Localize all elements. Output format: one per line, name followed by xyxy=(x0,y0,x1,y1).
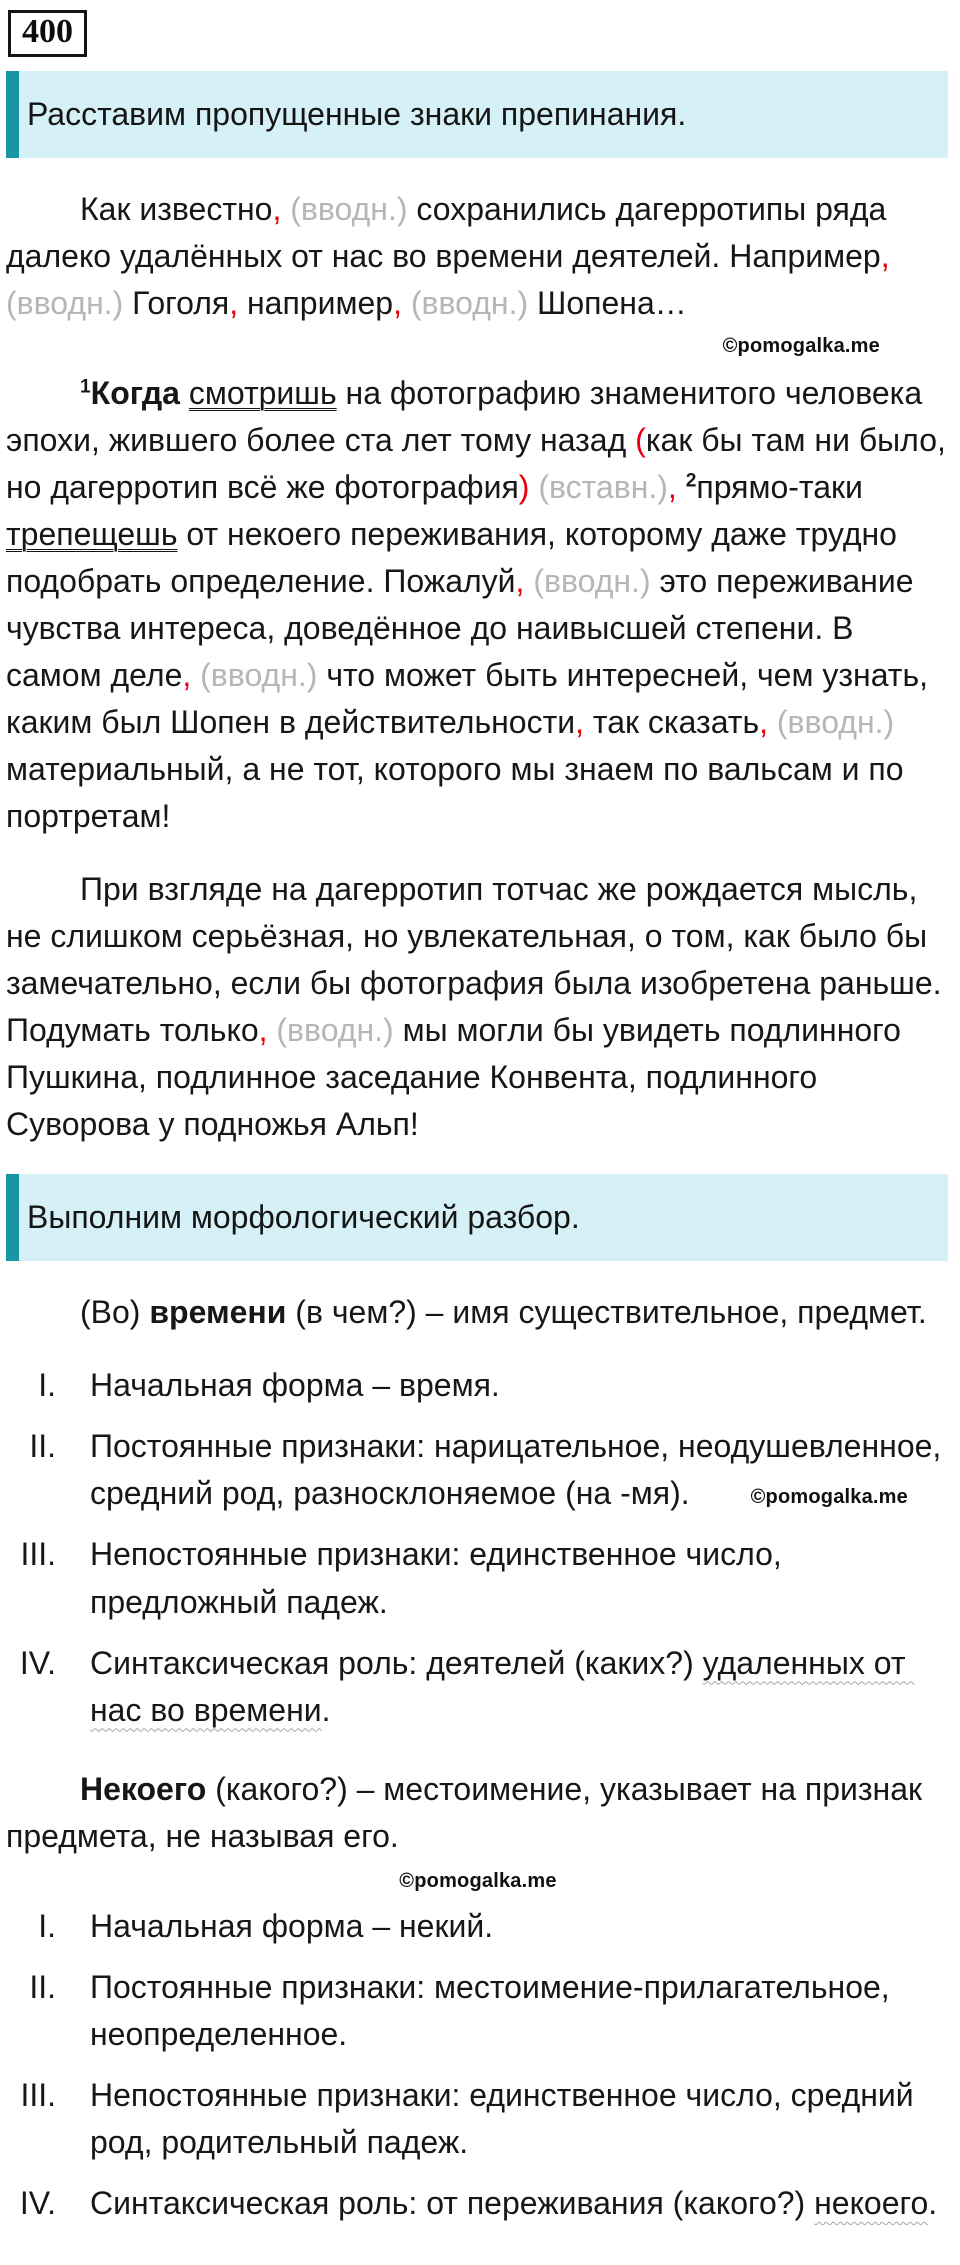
list-item-text: Синтаксическая роль: деятелей (каких?) удаленных от нас во времени. xyxy=(90,1644,915,1728)
roman-numeral: IV. xyxy=(19,2184,56,2221)
section-header-morphology xyxy=(6,1174,948,1261)
noun-analysis-intro: (Во) времени (в чем?) – имя существительное, предмет. xyxy=(80,1294,927,1331)
list-item xyxy=(6,1640,950,1734)
roman-numeral: IV. xyxy=(19,1644,56,1681)
watermark: ©pomogalka.me xyxy=(722,334,880,357)
exercise-number: 400 xyxy=(22,13,73,50)
roman-numeral: II. xyxy=(29,1968,56,2005)
pronoun-analysis-list xyxy=(6,1903,950,2227)
list-item xyxy=(6,1362,950,1409)
roman-numeral: III. xyxy=(20,2076,56,2113)
list-item-text: Постоянные признаки: местоимение-прилагательное, неопределенное. xyxy=(90,1968,899,2052)
noun-analysis-list xyxy=(6,1362,950,1733)
paragraph-intro-daguerreotypes: Как известно, (вводн.) сохранились дагерротипы ряда далеко удалённых от нас во времени деятелей. Например, (вводн.) Гоголя, например, (вводн.) Шопена… xyxy=(6,190,896,321)
list-item-text: Синтаксическая роль: от переживания (какого?) некоего. xyxy=(90,2184,938,2221)
list-item xyxy=(6,1531,950,1625)
watermark: ©pomogalka.me xyxy=(750,1486,908,1509)
list-item xyxy=(6,2072,950,2166)
list-item-text: Начальная форма – время. xyxy=(90,1367,500,1404)
list-item-text: Постоянные признаки: нарицательное, неодушевленное, средний род, разносклоняемое (на -мя). xyxy=(90,1428,951,1512)
list-item-text: Непостоянные признаки: единственное число, предложный падеж. xyxy=(90,1536,791,1620)
exercise-number-badge xyxy=(8,10,87,57)
list-item-text: Непостоянные признаки: единственное число, средний род, родительный падеж. xyxy=(90,2076,923,2160)
roman-numeral: I. xyxy=(38,1907,56,1944)
pronoun-analysis-intro: Некоего (какого?) – местоимение, указывает на признак предмета, не называя его. xyxy=(6,1770,931,1854)
section-header-label: Расставим пропущенные знаки препинания. xyxy=(27,95,687,132)
paragraph-photo-experience: $^1$Когда смотришь на фотографию знаменитого человека эпохи, жившего более ста лет тому назад (как бы там ни было, но дагерротип всё же фотография) (вставн.), $^2$прямо-таки трепещешь от некоего переживания, которому даже трудно подобрать определение. Пожалуй, (вводн.) это переживание чувства интереса, доведённое до наивысшей степени. В самом деле, (вводн.) что может быть интересней, чем узнать, каким был Шопен в действительности, так сказать, (вводн.) материальный, а не тот, которого мы знаем по вальсам и по портретам! xyxy=(6,374,955,835)
watermark: ©pomogalka.me xyxy=(399,1869,557,1892)
list-item-text: Начальная форма – некий. xyxy=(90,1907,494,1944)
list-item xyxy=(6,1964,950,2058)
roman-numeral: II. xyxy=(29,1428,56,1465)
roman-numeral: I. xyxy=(38,1367,56,1404)
list-item xyxy=(6,1423,950,1517)
paragraph-if-photography-earlier: При взгляде на дагерротип тотчас же рождается мысль, не слишком серьёзная, но увлекательная, о том, как было бы замечательно, если бы фотография была изобретена раньше. Подумать только, (вводн.) мы могли бы увидеть подлинного Пушкина, подлинное заседание Конвента, подлинного Суворова у подножья Альп! xyxy=(6,871,951,1143)
list-item xyxy=(6,2180,950,2227)
section-header-label: Выполним морфологический разбор. xyxy=(27,1199,580,1236)
list-item xyxy=(6,1903,950,1950)
roman-numeral: III. xyxy=(20,1536,56,1573)
section-header-punctuation xyxy=(6,71,948,158)
